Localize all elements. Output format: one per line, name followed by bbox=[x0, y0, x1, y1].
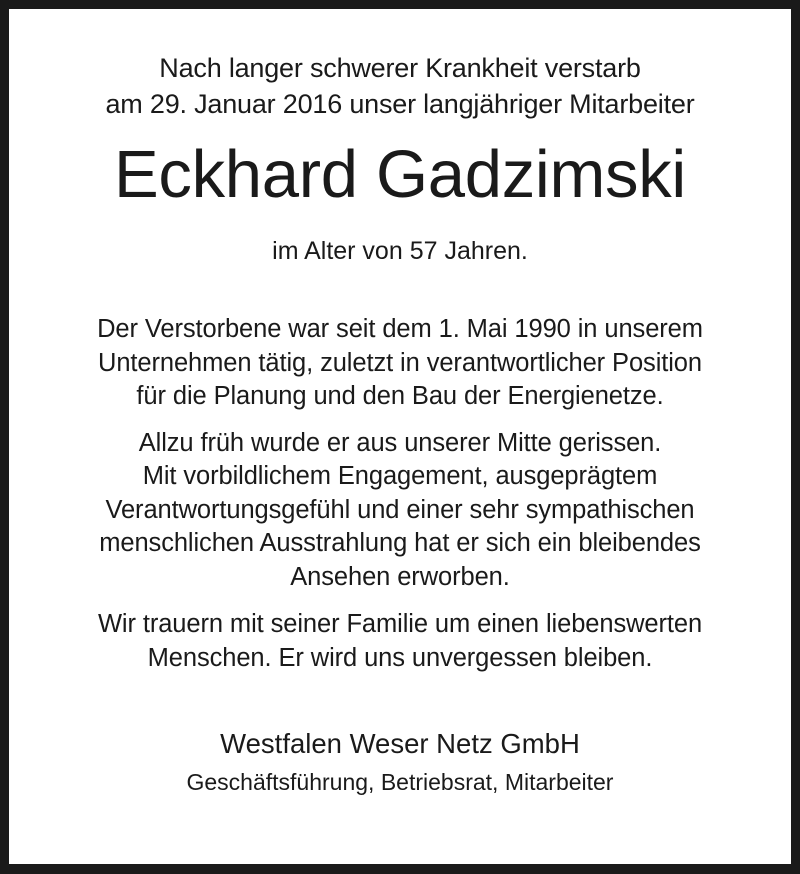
obituary-notice bbox=[9, 9, 791, 797]
company-name: Westfalen Weser Netz GmbH bbox=[220, 728, 580, 759]
paragraph-line: Verantwortungsgefühl und einer sehr sympathischen bbox=[105, 495, 695, 524]
age-line: im Alter von 57 Jahren. bbox=[272, 237, 528, 265]
paragraph-line: Ansehen erworben. bbox=[290, 562, 510, 591]
paragraph-line: Mit vorbildlichem Engagement, ausgeprägtem bbox=[142, 462, 658, 490]
intro-line: am 29. Januar 2016 unser langjähriger Mitarbeiter bbox=[105, 89, 695, 119]
intro-text bbox=[9, 50, 791, 122]
paragraph-tribute bbox=[9, 427, 791, 595]
paragraph-line: für die Planung und den Bau der Energienetze. bbox=[136, 382, 664, 410]
signers-line: Geschäftsführung, Betriebsrat, Mitarbeiter bbox=[186, 769, 614, 795]
paragraph-line: Allzu früh wurde er aus unserer Mitte gerissen. bbox=[138, 428, 662, 457]
intro-line: Nach langer schwerer Krankheit verstarb bbox=[159, 53, 641, 83]
deceased-name: Eckhard Gadzimski bbox=[113, 137, 687, 212]
paragraph-line: Unternehmen tätig, zuletzt in verantwortlicher Position bbox=[98, 348, 702, 377]
paragraph-line: Menschen. Er wird uns unvergessen bleiben. bbox=[147, 643, 653, 672]
paragraph-mourning bbox=[9, 608, 791, 675]
paragraph-line: Wir trauern mit seiner Familie um einen liebenswerten bbox=[97, 610, 703, 638]
paragraph-career bbox=[9, 313, 791, 414]
paragraph-line: menschlichen Ausstrahlung hat er sich ein bleibendes bbox=[99, 529, 701, 557]
paragraph-line: Der Verstorbene war seit dem 1. Mai 1990 in unserem bbox=[97, 315, 703, 343]
